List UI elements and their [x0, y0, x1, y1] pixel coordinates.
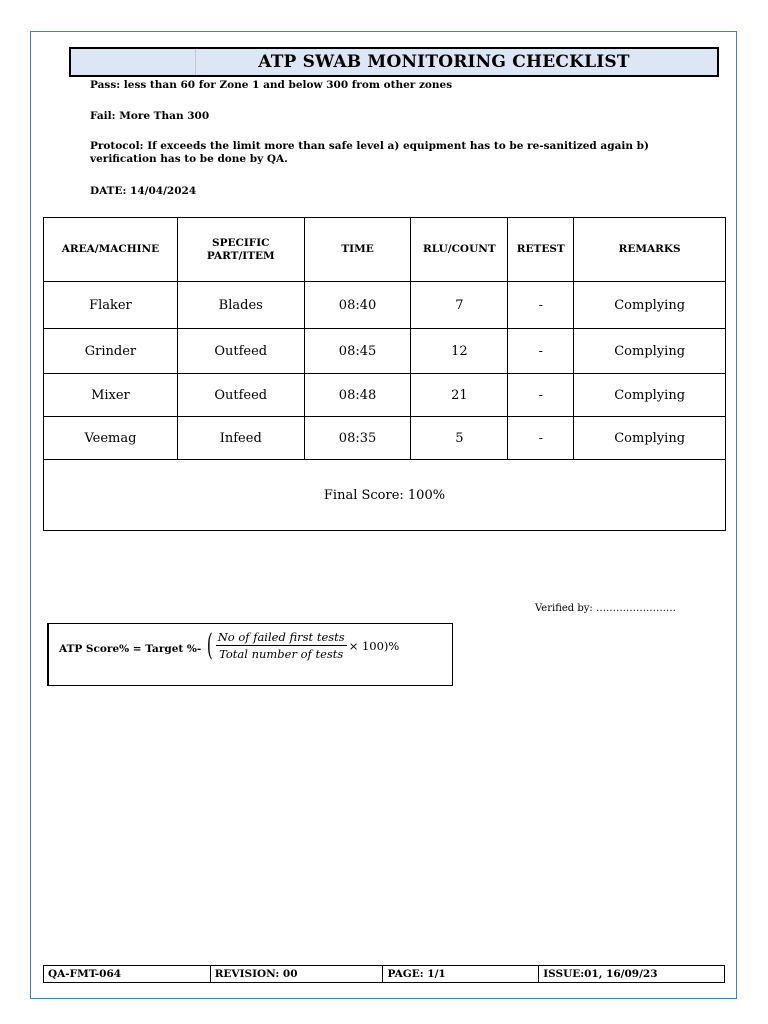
- footer-row: [44, 966, 725, 983]
- cell-retest: -: [508, 374, 574, 417]
- cell-time: 08:35: [304, 417, 411, 460]
- table-row: [44, 374, 726, 417]
- cell-part: Outfeed: [177, 374, 304, 417]
- page-title: ATP SWAB MONITORING CHECKLIST: [258, 52, 630, 72]
- table-header-row: [44, 218, 726, 282]
- cell-rlu: 12: [411, 329, 508, 374]
- header-area-machine: AREA/MACHINE: [44, 218, 178, 282]
- footer-revision: REVISION: 00: [210, 966, 383, 983]
- verified-by: Verified by: ……………………: [535, 603, 676, 614]
- cell-rlu: 21: [411, 374, 508, 417]
- header-time: TIME: [304, 218, 411, 282]
- table-row: [44, 329, 726, 374]
- formula-box: [47, 623, 453, 686]
- header-remarks: REMARKS: [574, 218, 726, 282]
- formula-fraction: [216, 630, 347, 661]
- header-rlu-count: RLU/COUNT: [411, 218, 508, 282]
- cell-part: Outfeed: [177, 329, 304, 374]
- final-score: Final Score: 100%: [44, 460, 726, 531]
- cell-area: Grinder: [44, 329, 178, 374]
- cell-remarks: Complying: [574, 329, 726, 374]
- formula-tail: × 100)%: [348, 638, 400, 653]
- final-score-row: [44, 460, 726, 531]
- table-row: [44, 282, 726, 329]
- header-specific-part: [177, 218, 304, 282]
- cell-retest: -: [508, 329, 574, 374]
- cell-remarks: Complying: [574, 282, 726, 329]
- footer-page: PAGE: 1/1: [383, 966, 539, 983]
- cell-part: Infeed: [177, 417, 304, 460]
- cell-time: 08:45: [304, 329, 411, 374]
- formula-open-paren: (: [206, 627, 213, 663]
- formula-numerator: No of failed first tests: [217, 630, 345, 644]
- formula-expression: [204, 627, 400, 663]
- cell-time: 08:48: [304, 374, 411, 417]
- fail-criteria: Fail: More Than 300: [90, 110, 210, 122]
- header-specific-part-label: SPECIFIC PART/ITEM: [206, 236, 275, 262]
- footer-code: QA-FMT-064: [44, 966, 211, 983]
- cell-retest: -: [508, 417, 574, 460]
- footer-issue: ISSUE:01, 16/09/23: [539, 966, 725, 983]
- cell-retest: -: [508, 282, 574, 329]
- cell-area: Mixer: [44, 374, 178, 417]
- cell-rlu: 7: [411, 282, 508, 329]
- cell-rlu: 5: [411, 417, 508, 460]
- formula-denominator: Total number of tests: [219, 647, 344, 661]
- monitoring-table: [43, 217, 726, 531]
- cell-remarks: Complying: [574, 417, 726, 460]
- cell-area: Veemag: [44, 417, 178, 460]
- cell-time: 08:40: [304, 282, 411, 329]
- table-row: [44, 417, 726, 460]
- protocol-text: Protocol: If exceeds the limit more than safe level a) equipment has to be re-sanitized again b) verification has to be done by QA.: [90, 140, 649, 165]
- footer-table: [43, 965, 725, 983]
- formula-label: ATP Score% = Target %-: [59, 643, 202, 655]
- date-text: DATE: 14/04/2024: [90, 185, 197, 197]
- header-retest: RETEST: [508, 218, 574, 282]
- cell-part: Blades: [177, 282, 304, 329]
- pass-criteria: Pass: less than 60 for Zone 1 and below 300 from other zones: [90, 79, 453, 91]
- title-bar: [69, 47, 719, 77]
- cell-area: Flaker: [44, 282, 178, 329]
- cell-remarks: Complying: [574, 374, 726, 417]
